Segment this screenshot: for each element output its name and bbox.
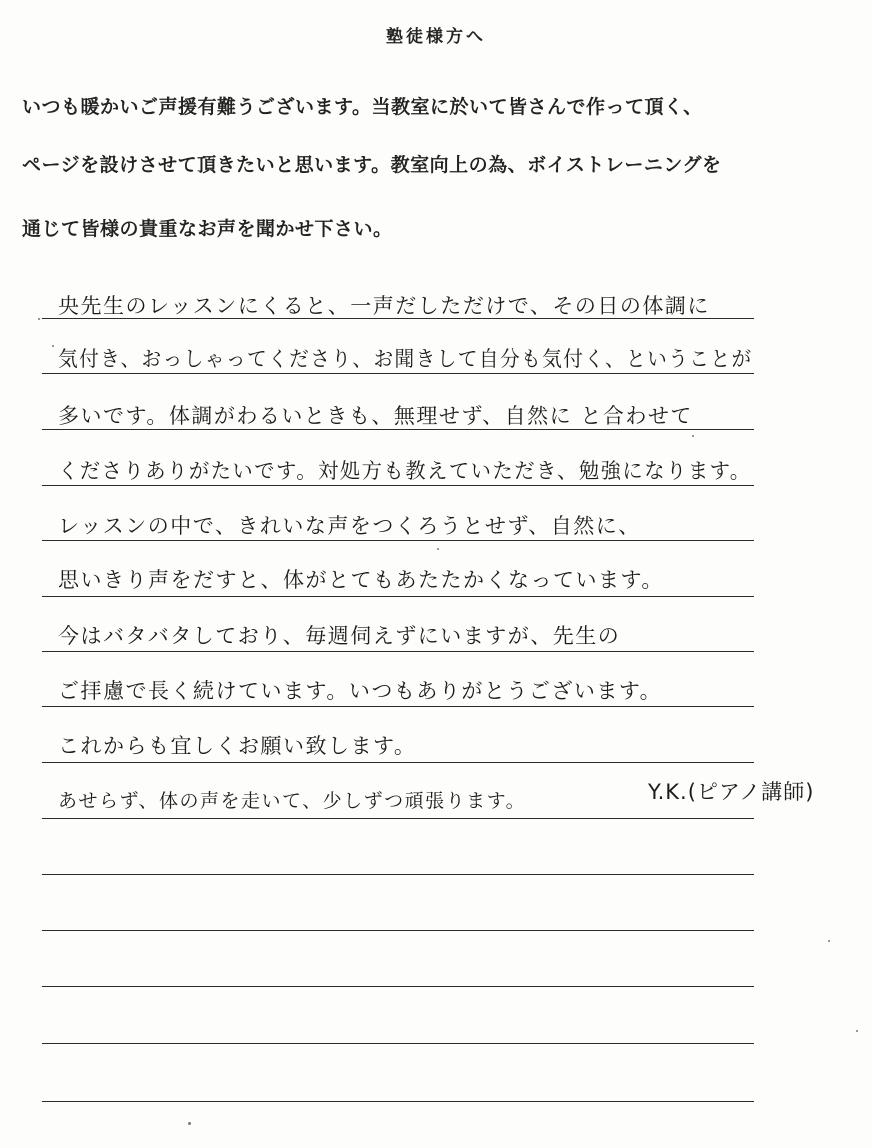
ruled-line [42,986,754,987]
intro-line-2: ページを設けさせて頂きたいと思います。教室向上の為、ボイストレーニングを [22,154,722,176]
ruled-line [42,485,754,486]
ruled-line [42,318,754,319]
letter-line-7: 今はバタバタしており、毎週伺えずにいますが、先生の [58,624,621,648]
letter-line-5: レッスンの中で、きれいな声をつくろうとせず、自然に、 [58,514,641,538]
intro-line-1: いつも暖かいご声援有難うございます。当教室に於いて皆さんで作って頂く、 [22,96,703,118]
letter-line-6: 思いきり声をだすと、体がとてもあたたかくなっています。 [58,568,664,592]
ruled-line [42,1101,754,1102]
letter-line-3: 多いです。体調がわるいときも、無理せず、自然に と合わせて [58,404,693,428]
letter-line-9: これからも宜しくお願い致します。 [58,734,417,758]
page-title: 塾徒様方へ [386,27,486,47]
ruled-line [42,762,754,763]
letter-line-2: 気付き、おっしゃってくださり、お聞きして自分も気付く、ということが [58,347,753,371]
scan-speck [828,940,830,942]
letter-line-10: あせらず、体の声を走いて、少しずつ頑張ります。 [58,790,527,812]
scan-speck [692,435,694,437]
ruled-line [42,706,754,707]
ruled-line [42,930,754,931]
ruled-line [42,1043,754,1044]
scan-speck [437,548,439,550]
scan-speck [856,1030,858,1032]
ruled-line [42,429,754,430]
scan-speck [38,318,40,320]
letter-line-4: くださりありがたいです。対処方も教えていただき、勉強になります。 [58,459,752,483]
scan-speck [52,345,54,347]
scan-speck [188,1122,191,1125]
letter-line-1: 央先生のレッスンにくると、一声だしただけで、その日の体調に [58,294,710,318]
ruled-line [42,874,754,875]
intro-line-3: 通じて皆様の貴重なお声を聞かせ下さい。 [22,218,393,240]
letter-line-8: ご拝慮で長く続けています。いつもありがとうございます。 [58,679,663,703]
ruled-line [42,818,754,819]
ruled-line [42,651,754,652]
ruled-line [42,373,754,374]
ruled-line [42,596,754,597]
signature: Y.K.(ピアノ講師) [648,780,815,804]
ruled-line [42,540,754,541]
